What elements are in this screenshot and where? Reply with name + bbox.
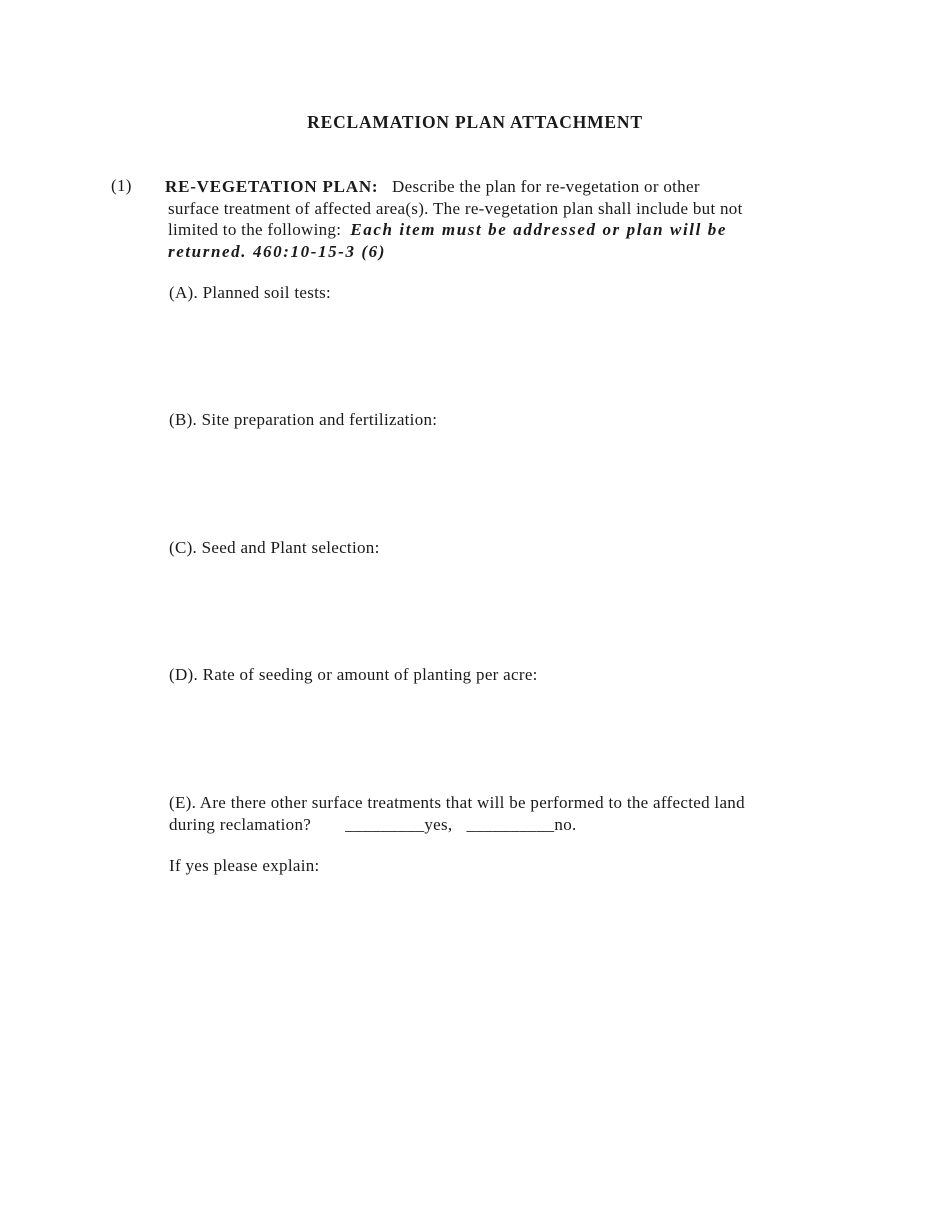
page-title: RECLAMATION PLAN ATTACHMENT [307, 112, 643, 132]
intro-line-4 [165, 241, 855, 263]
question-d: (D). Rate of seeding or amount of planting per acre: [169, 665, 538, 684]
intro-line-3 [165, 219, 855, 241]
yes-blank: _________yes, [345, 814, 453, 834]
intro-line-1 [165, 176, 855, 198]
no-blank: __________no. [466, 814, 577, 834]
question-e-prefix: during reclamation? [169, 814, 312, 834]
revegetation-intro [165, 176, 855, 262]
intro-text-3: limited to the following: [168, 220, 342, 239]
question-b: (B). Site preparation and fertilization: [169, 410, 438, 429]
question-e-line-2 [169, 814, 859, 836]
intro-line-2: surface treatment of affected area(s). The re-vegetation plan shall include but not [168, 198, 743, 218]
explain-label: If yes please explain: [169, 856, 320, 875]
question-a: (A). Planned soil tests: [169, 283, 332, 302]
emphasis-text-2: returned. 460:10-15-3 (6) [168, 241, 387, 261]
intro-text-1: Describe the plan for re-vegetation or other [392, 177, 700, 196]
item-number: (1) [111, 176, 132, 195]
section-heading: RE-VEGETATION PLAN: [165, 177, 379, 196]
question-e-line-1: (E). Are there other surface treatments that will be performed to the affected land [169, 793, 745, 812]
question-c: (C). Seed and Plant selection: [169, 538, 380, 557]
question-e [169, 792, 859, 835]
emphasis-text-1: Each item must be addressed or plan will be [350, 220, 728, 239]
